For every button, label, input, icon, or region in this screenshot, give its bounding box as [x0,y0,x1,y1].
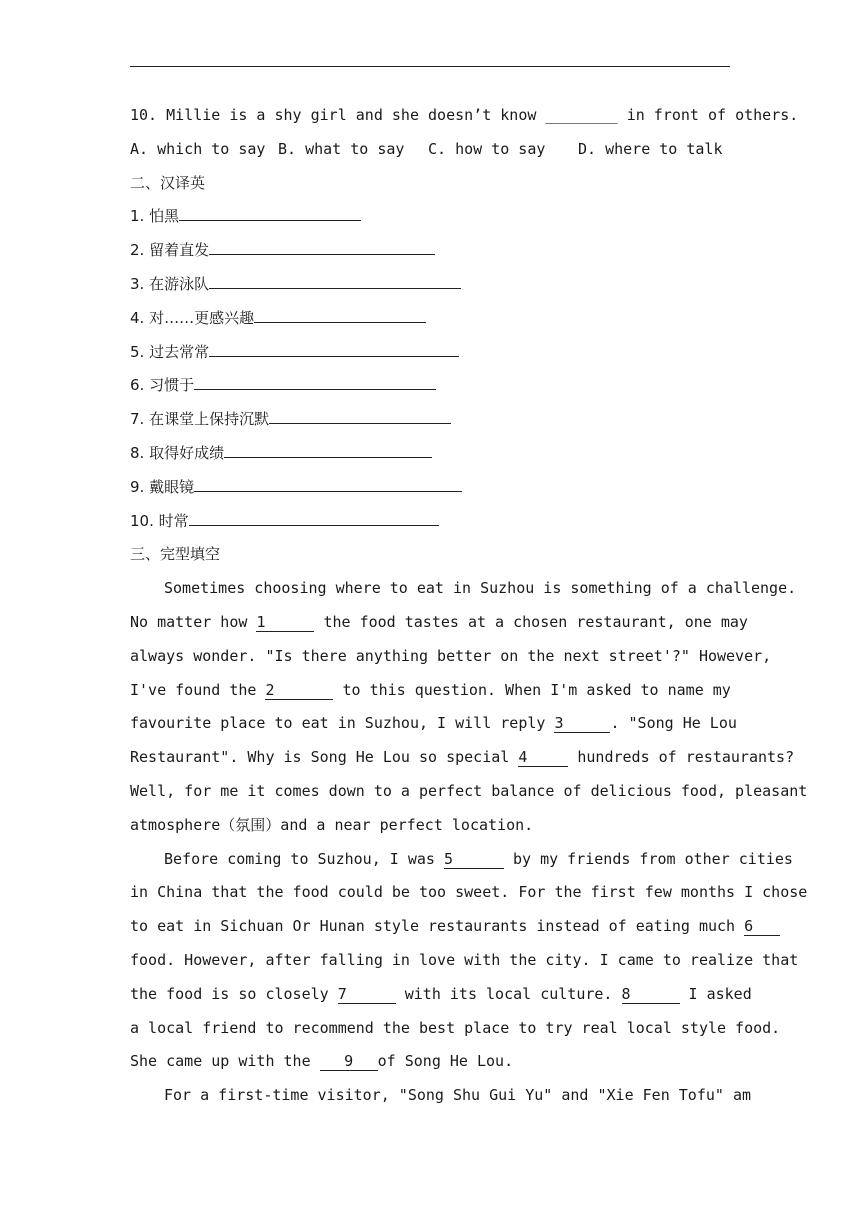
translation-item-5 [130,336,730,370]
item-label: 5. 过去常常 [130,342,210,361]
question-10-text-end: in front of others. [626,106,799,124]
passage-line: atmosphere（氛围）and a near perfect location. [130,815,534,834]
translation-item-3 [130,268,730,302]
item-label: 4. 对……更感兴趣 [130,308,255,327]
question-10-stem [130,99,799,133]
question-10-options [130,133,730,167]
text-run: hundreds of restaurants? [577,748,795,767]
passage-line: a local friend to recommend the best place to try real local style food. [130,1018,781,1037]
section-3-title: 三、完型填空 [130,545,221,564]
translation-item-7 [130,403,730,437]
item-label: 8. 取得好成绩 [130,443,225,462]
blank-8: 8 [622,985,680,1004]
text-run: Before coming to Suzhou, I was [164,849,435,868]
translation-item-6 [130,369,730,403]
translation-item-8 [130,437,730,471]
option-d: D. where to talk [578,139,723,158]
item-label: 6. 习惯于 [130,376,195,395]
answer-line [254,304,426,323]
blank-1: 1 [256,613,314,632]
text-run: She came up with the [130,1052,311,1071]
passage-line [130,707,737,741]
translation-item-2 [130,234,730,268]
passage-line [130,1045,730,1079]
text-run: Restaurant". Why is Song He Lou so special [130,748,510,767]
text-run: with its local culture. [404,984,613,1003]
text-run: I asked [688,984,752,1003]
answer-line [224,439,432,458]
answer-line [209,270,461,289]
passage-line: in China that the food could be too sweet. For the first few months I chose [130,883,808,902]
text-run: the food is so closely [130,984,329,1003]
translation-item-10 [130,505,730,539]
blank-6: 6 [744,917,780,936]
answer-line [209,236,435,255]
passage-line [130,606,748,640]
passage-line: always wonder. "Is there anything better on the next street'?" However, [130,646,772,665]
blank-4: 4 [518,748,568,767]
item-label: 3. 在游泳队 [130,274,210,293]
passage-line: Well, for me it comes down to a perfect balance of delicious food, pleasant [130,781,808,800]
blank-3: 3 [554,714,610,733]
option-a: A. which to say [130,139,266,158]
text-run: to eat in Sichuan Or Hunan style restaurants instead of eating much [130,917,736,936]
passage-line [130,741,795,775]
section-2-title: 二、汉译英 [130,173,206,192]
answer-line [194,473,462,492]
text-run: to this question. When I'm asked to name my [342,680,731,699]
text-run: . "Song He Lou [610,714,737,733]
passage-line: Sometimes choosing where to eat in Suzhou is something of a challenge. [164,579,797,598]
blank-7: 7 [338,985,396,1004]
text-run: of Song He Lou. [377,1052,514,1071]
blank-2: 2 [265,681,333,700]
blank-9: 9 [320,1052,378,1071]
text-run: I've found the [130,680,257,699]
translation-item-1 [130,200,730,234]
item-label: 7. 在课堂上保持沉默 [130,410,270,429]
passage-line [130,674,730,708]
option-c: C. how to say [428,139,546,158]
question-10-blank: ________ [545,106,618,124]
item-label: 1. 怕黑 [130,207,180,226]
answer-line [194,371,436,390]
passage-line: food. However, after falling in love with the city. I came to realize that [130,950,799,969]
text-run: favourite place to eat in Suzhou, I will reply [130,714,546,733]
item-label: 9. 戴眼镜 [130,477,195,496]
translation-item-9 [130,471,730,505]
passage-line [130,978,752,1012]
text-run: No matter how [130,612,248,631]
passage-line [130,910,754,944]
passage-line: For a first-time visitor, "Song Shu Gui Yu" and "Xie Fen Tofu" am [164,1086,751,1105]
passage-line [130,843,793,877]
question-10-text: 10. Millie is a shy girl and she doesn’t know [130,106,537,124]
header-rule [130,66,730,67]
answer-line [269,405,451,424]
option-b: B. what to say [278,139,405,158]
answer-line [189,507,439,526]
item-label: 2. 留着直发 [130,241,210,260]
text-run: the food tastes at a chosen restaurant, one may [323,612,748,631]
answer-line [179,202,361,221]
blank-5: 5 [444,850,504,869]
translation-item-4 [130,302,730,336]
worksheet-content [130,99,808,1113]
item-label: 10. 时常 [130,511,189,530]
text-run: by my friends from other cities [513,849,793,868]
answer-line [209,338,459,357]
